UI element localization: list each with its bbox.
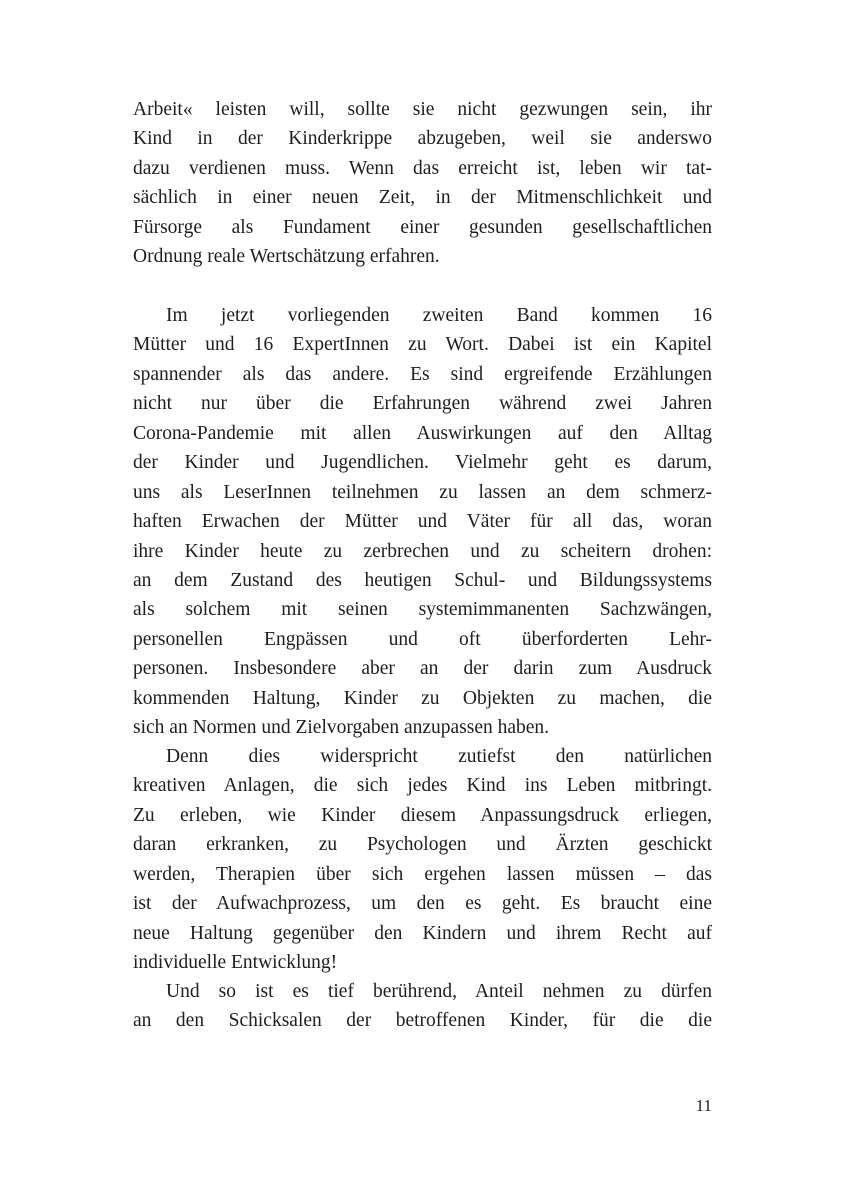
paragraph-4 <box>133 977 712 1036</box>
text-line: daran erkranken, zu Psychologen und Ärzten geschickt <box>133 834 712 856</box>
text-line: Und so ist es tief berührend, Anteil nehmen zu dürfen <box>166 981 712 1002</box>
text-line: haften Erwachen der Mütter und Väter für all das, woran <box>133 511 712 533</box>
text-line: sich an Normen und Zielvorgaben anzupassen haben. <box>133 717 550 739</box>
text-line: Im jetzt vorliegenden zweiten Band kommen 16 <box>166 305 712 326</box>
text-line: werden, Therapien über sich ergehen lassen müssen – das <box>133 863 712 885</box>
text-line: ist der Aufwachprozess, um den es geht. Es braucht eine <box>133 893 712 915</box>
text-line: an dem Zustand des heutigen Schul- und Bildungssystems <box>133 569 712 591</box>
text-line: Kind in der Kinderkrippe abzugeben, weil sie anderswo <box>133 128 712 150</box>
text-line: kommenden Haltung, Kinder zu Objekten zu machen, die <box>133 687 712 709</box>
text-line: spannender als das andere. Es sind ergreifende Erzählungen <box>133 363 712 385</box>
text-line: Ordnung reale Wertschätzung erfahren. <box>133 246 440 268</box>
paragraph-2 <box>133 301 712 743</box>
text-line: als solchem mit seinen systemimmanenten Sachzwängen, <box>133 599 712 621</box>
text-line: Corona-Pandemie mit allen Auswirkungen auf den Alltag <box>133 422 712 444</box>
page-number: 11 <box>695 1096 712 1115</box>
text-line: personen. Insbesondere aber an der darin zum Ausdruck <box>133 658 712 680</box>
text-line: der Kinder und Jugendlichen. Vielmehr geht es darum, <box>133 452 712 474</box>
text-line: individuelle Entwicklung! <box>133 952 338 974</box>
text-line: Arbeit« leisten will, sollte sie nicht gezwungen sein, ihr <box>133 99 712 120</box>
text-line: nicht nur über die Erfahrungen während zwei Jahren <box>133 393 712 415</box>
text-line: personellen Engpässen und oft überforderten Lehr- <box>133 628 712 650</box>
text-line: kreativen Anlagen, die sich jedes Kind ins Leben mitbringt. <box>133 775 712 797</box>
text-line: dazu verdienen muss. Wenn das erreicht ist, leben wir tat- <box>133 157 712 179</box>
text-line: Denn dies widerspricht zutiefst den natürlichen <box>166 746 712 767</box>
text-line: an den Schicksalen der betroffenen Kinder, für die die <box>133 1010 712 1032</box>
text-line: neue Haltung gegenüber den Kindern und ihrem Recht auf <box>133 922 712 944</box>
text-line: Mütter und 16 ExpertInnen zu Wort. Dabei ist ein Kapitel <box>133 334 712 356</box>
text-line: Fürsorge als Fundament einer gesunden gesellschaftlichen <box>133 216 712 238</box>
text-line: ihre Kinder heute zu zerbrechen und zu scheitern drohen: <box>133 540 712 562</box>
text-line: Zu erleben, wie Kinder diesem Anpassungsdruck erliegen, <box>133 804 712 826</box>
text-line: sächlich in einer neuen Zeit, in der Mitmenschlichkeit und <box>133 187 712 209</box>
paragraph-3 <box>133 742 712 978</box>
text-line: uns als LeserInnen teilnehmen zu lassen an dem schmerz- <box>133 481 712 503</box>
paragraph-1 <box>133 95 712 272</box>
